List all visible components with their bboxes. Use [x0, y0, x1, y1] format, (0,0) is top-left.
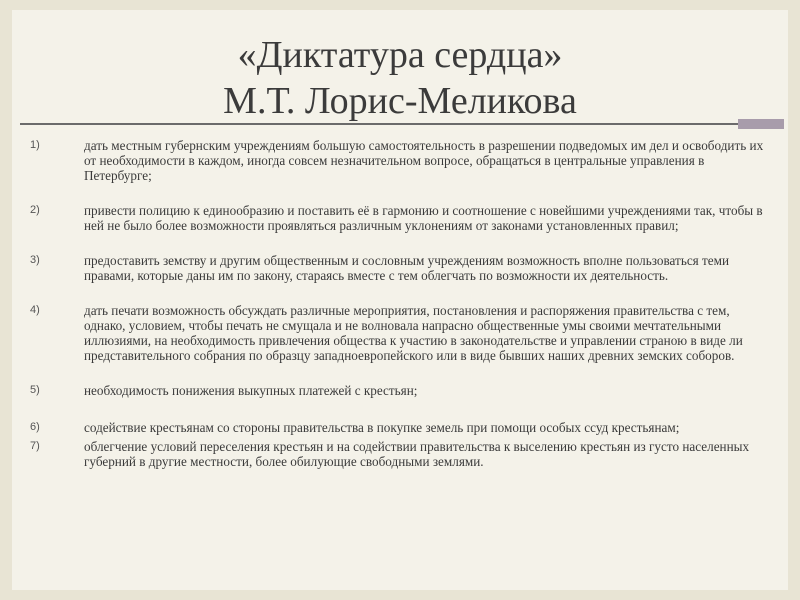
list-item-text: дать печати возможность обсуждать различные мероприятия, постановления и распоряжения правительства с тем, однако, условием, чтобы печать не смущала и не волновала напрасно общественные умы своими мечтательными иллюзиями, на необходимость привлечения общества к участию в законодательстве и управлении страною в виде ли представительного собрания по образцу западноевропейского или в виде бывших наших древних земских соборов. — [84, 303, 743, 363]
list-item-number: 6) — [30, 421, 40, 433]
title-line-2: М.Т. Лорис-Меликова — [223, 80, 577, 122]
list-item-text: содействие крестьянам со стороны правительства в покупке земель при помощи особых ссуд крестьянам; — [84, 420, 680, 435]
reform-list — [30, 138, 770, 469]
list-item — [30, 138, 770, 183]
list-item-text: предоставить земству и другим общественным и сословным учреждениям возможность вполне пользоваться теми правами, которые даны им по закону, стараясь вместе с тем облегчать по возможности их деятельность. — [84, 253, 730, 283]
list-item — [30, 303, 770, 363]
list-item-number: 1) — [30, 139, 40, 151]
title-divider — [20, 123, 738, 125]
list-item-number: 4) — [30, 304, 40, 316]
list-item-text: дать местным губернским учреждениям большую самостоятельность в разрешении подведомых им дел и освободить их от необходимости в каждом, иногда совсем незначительном вопросе, обращаться в центральные управления в Петербурге; — [84, 138, 764, 183]
list-item-text: привести полицию к единообразию и поставить её в гармонию и соотношение с новейшими учреждениями так, чтобы в ней не было более возможности проявляться различным уклонениям от законами установленных правил; — [84, 203, 763, 233]
title-divider-accent — [738, 119, 784, 129]
title-line-1: «Диктатура сердца» — [237, 34, 563, 76]
list-item-text: облегчение условий переселения крестьян и на содействии правительства к выселению крестьян из густо населенных губерний в другие местности, более обилующие свободными землями. — [84, 439, 750, 469]
list-item — [30, 439, 770, 469]
list-item-number: 3) — [30, 254, 40, 266]
list-item — [30, 420, 770, 435]
list-item-number: 7) — [30, 440, 40, 452]
list-item — [30, 253, 770, 283]
slide-title — [12, 32, 788, 124]
list-item-number: 5) — [30, 384, 40, 396]
list-item-text: необходимость понижения выкупных платежей с крестьян; — [84, 383, 418, 398]
list-item — [30, 383, 770, 398]
list-item-number: 2) — [30, 204, 40, 216]
list-item — [30, 203, 770, 233]
